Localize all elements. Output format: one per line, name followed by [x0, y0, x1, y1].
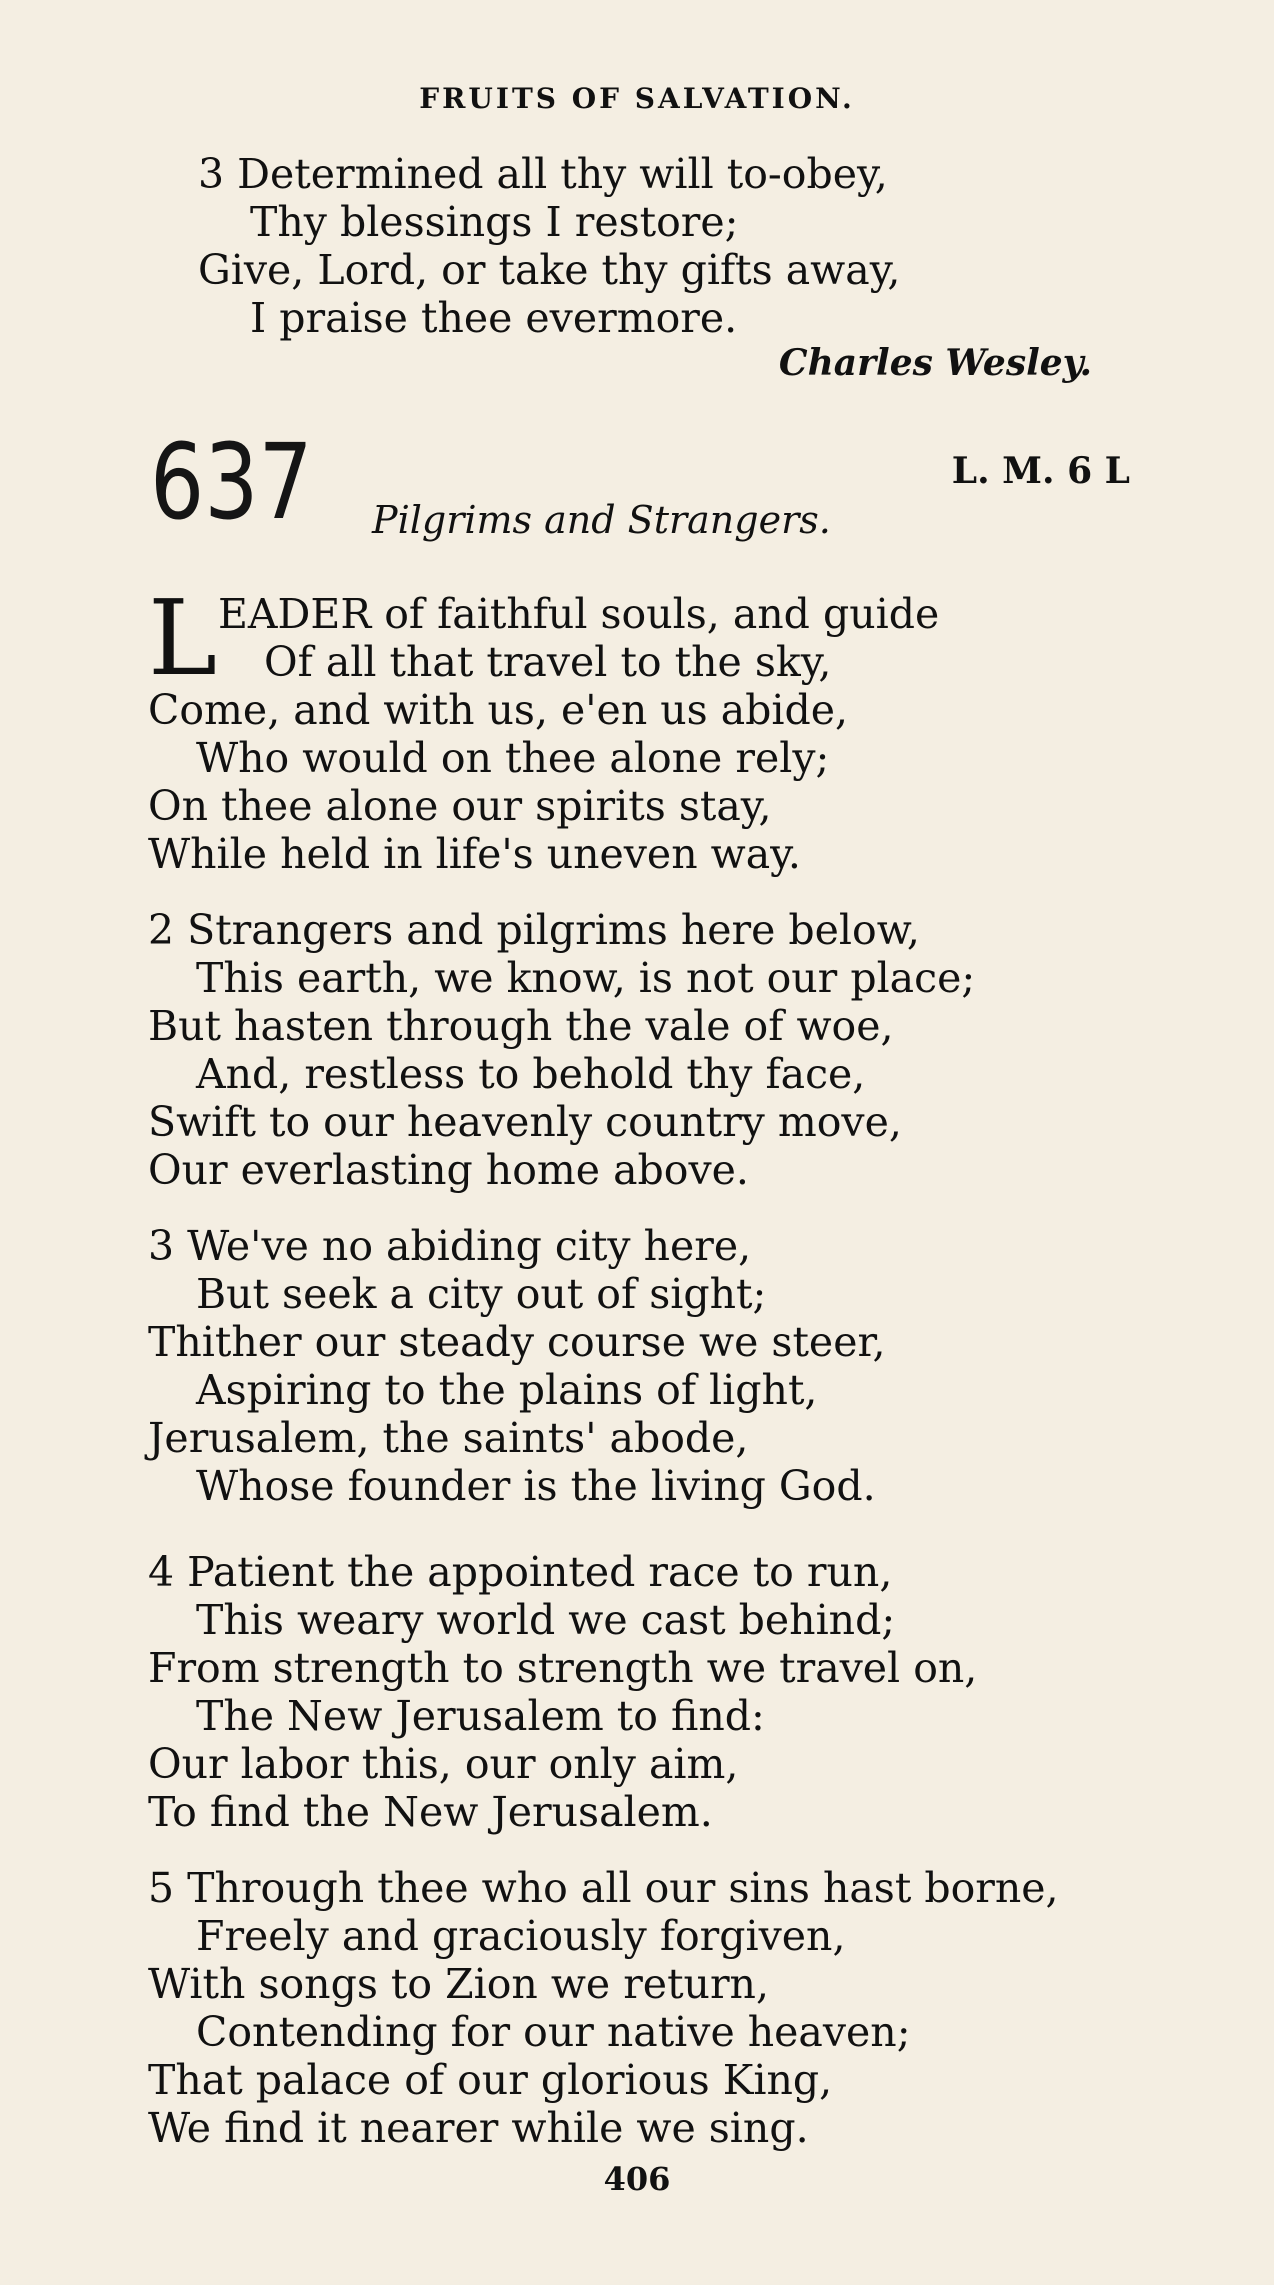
prev-hymn-line: Give, Lord, or take thy gifts away,: [198, 246, 901, 294]
stanza-3-line: Whose founder is the living God.: [196, 1462, 876, 1510]
stanza-2-line: Our everlasting home above.: [148, 1146, 749, 1194]
stanza-1-line: Who would on thee alone rely;: [196, 734, 830, 782]
stanza-4-line: To find the New Jerusalem.: [148, 1788, 713, 1836]
stanza-4-line: Our labor this, our only aim,: [148, 1740, 739, 1788]
stanza-3-line: Aspiring to the plains of light,: [196, 1366, 818, 1414]
stanza-3-line: Jerusalem, the saints' abode,: [148, 1414, 749, 1462]
stanza-3-line: 3 We've no abiding city here,: [148, 1222, 752, 1270]
stanza-5-line: We find it nearer while we sing.: [148, 2104, 809, 2152]
stanza-5-line: That palace of our glorious King,: [148, 2056, 833, 2104]
stanza-1-line: Of all that travel to the sky,: [264, 638, 832, 686]
stanza-2-line: And, restless to behold thy face,: [196, 1050, 866, 1098]
stanza-5-line: 5 Through thee who all our sins hast borne,: [148, 1864, 1059, 1912]
stanza-1-line: On thee alone our spirits stay,: [148, 782, 772, 830]
stanza-2-line: But hasten through the vale of woe,: [148, 1002, 894, 1050]
prev-hymn-line: 3 Determined all thy will to-obey,: [198, 150, 888, 198]
stanza-4-line: The New Jerusalem to find:: [196, 1692, 765, 1740]
page-number: 406: [603, 2160, 671, 2198]
stanza-5-line: Contending for our native heaven;: [196, 2008, 911, 2056]
stanza-1-line: While held in life's uneven way.: [148, 830, 801, 878]
stanza-1-line: Come, and with us, e'en us abide,: [148, 686, 849, 734]
author-attribution: Charles Wesley.: [778, 342, 1092, 384]
hymn-meter: L. M. 6 L: [951, 450, 1130, 492]
hymn-number: 637: [150, 421, 313, 543]
prev-hymn-line: Thy blessings I restore;: [250, 198, 739, 246]
stanza-4-line: From strength to strength we travel on,: [148, 1644, 978, 1692]
stanza-1-line: EADER of faithful souls, and guide: [218, 590, 940, 638]
stanza-2-line: 2 Strangers and pilgrims here below,: [148, 906, 920, 954]
stanza-3-line: Thither our steady course we steer,: [148, 1318, 886, 1366]
stanza-2-line: This earth, we know, is not our place;: [196, 954, 976, 1002]
stanza-4-line: 4 Patient the appointed race to run,: [148, 1548, 893, 1596]
stanza-2-line: Swift to our heavenly country move,: [148, 1098, 902, 1146]
running-head: FRUITS OF SALVATION.: [419, 82, 855, 115]
prev-hymn-line: I praise thee evermore.: [250, 294, 738, 342]
drop-cap: L: [148, 577, 218, 699]
stanza-5-line: Freely and graciously forgiven,: [196, 1912, 846, 1960]
stanza-3-line: But seek a city out of sight;: [196, 1270, 767, 1318]
hymn-title: Pilgrims and Strangers.: [372, 498, 831, 542]
stanza-4-line: This weary world we cast behind;: [196, 1596, 896, 1644]
stanza-5-line: With songs to Zion we return,: [148, 1960, 769, 2008]
